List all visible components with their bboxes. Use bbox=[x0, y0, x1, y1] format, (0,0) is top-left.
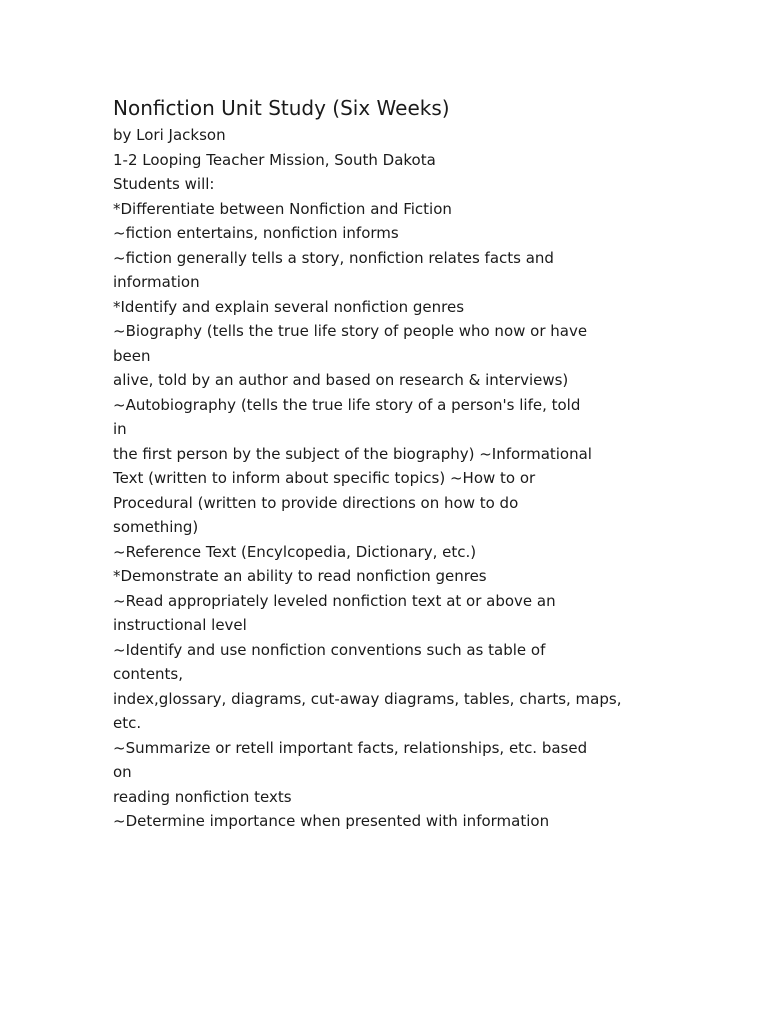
text-line: alive, told by an author and based on research & interviews) bbox=[113, 371, 569, 389]
text-line: Procedural (written to provide directions on how to do bbox=[113, 493, 519, 512]
text-line: Students will: bbox=[113, 175, 215, 193]
text-line: ~fiction generally tells a story, nonfiction relates facts and bbox=[113, 248, 554, 267]
document-title: Nonfiction Unit Study (Six Weeks) bbox=[113, 96, 450, 120]
text-line: *Differentiate between Nonfiction and Fiction bbox=[113, 199, 452, 218]
text-line: ~Identify and use nonfiction conventions such as table of bbox=[113, 640, 546, 659]
text-line: *Identify and explain several nonfiction genres bbox=[113, 297, 465, 316]
text-line: instructional level bbox=[113, 616, 247, 634]
text-line: been bbox=[113, 346, 151, 365]
text-line: *Demonstrate an ability to read nonfiction genres bbox=[113, 567, 487, 585]
text-line: in bbox=[113, 420, 127, 438]
text-line: ~Determine importance when presented with information bbox=[113, 812, 550, 830]
text-line: ~Reference Text (Encylcopedia, Dictionary, etc.) bbox=[113, 542, 477, 561]
text-line: by Lori Jackson bbox=[113, 126, 226, 144]
text-line: ~Summarize or retell important facts, relationships, etc. based bbox=[113, 738, 588, 757]
text-line: ~Read appropriately leveled nonfiction text at or above an bbox=[113, 591, 556, 610]
text-line: on bbox=[113, 763, 132, 781]
text-line: etc. bbox=[113, 714, 142, 732]
text-line: reading nonfiction texts bbox=[113, 787, 292, 806]
text-line: Text (written to inform about specific topics) ~How to or bbox=[113, 469, 536, 487]
document-body bbox=[113, 123, 673, 834]
text-line: contents, bbox=[113, 665, 184, 683]
text-line: ~Biography (tells the true life story of people who now or have bbox=[113, 322, 588, 340]
text-line: something) bbox=[113, 518, 199, 536]
text-line: ~fiction entertains, nonfiction informs bbox=[113, 224, 399, 242]
text-line: ~Autobiography (tells the true life story of a person's life, told bbox=[113, 395, 581, 414]
text-line: 1-2 Looping Teacher Mission, South Dakota bbox=[113, 150, 436, 169]
text-line: information bbox=[113, 273, 200, 291]
text-line: index,glossary, diagrams, cut-away diagrams, tables, charts, maps, bbox=[113, 689, 622, 708]
text-line: the first person by the subject of the biography) ~Informational bbox=[113, 444, 592, 463]
